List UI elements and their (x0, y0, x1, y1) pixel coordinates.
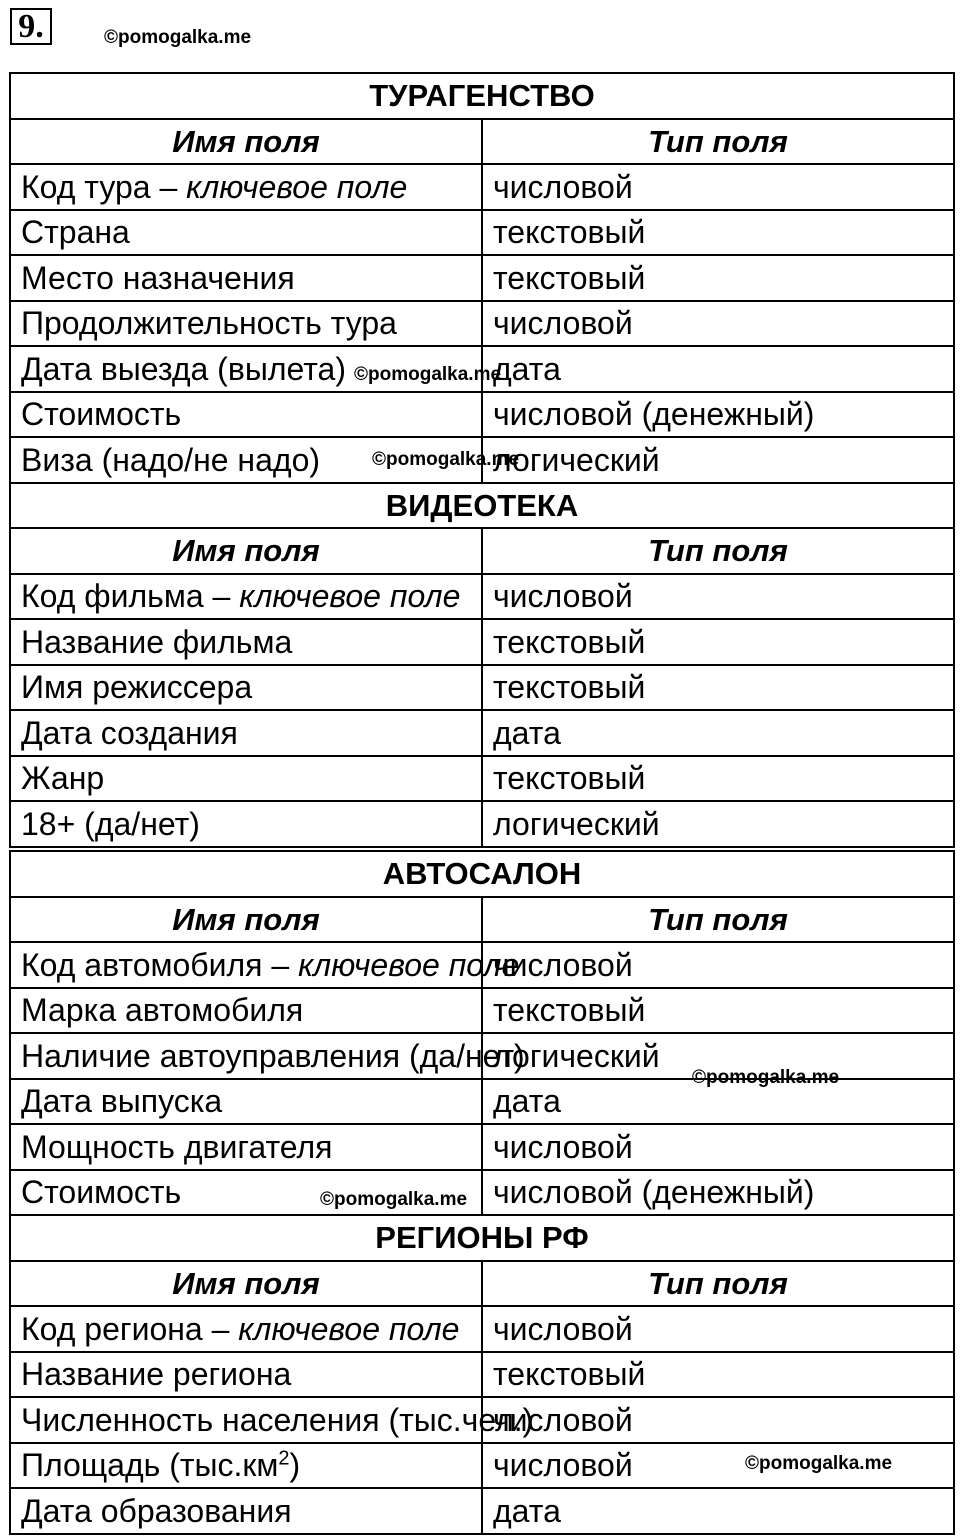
watermark-top: ©pomogalka.me (104, 27, 252, 48)
field-type: текстовый (482, 1352, 954, 1398)
watermark: ©pomogalka.me (692, 1067, 840, 1088)
table-row (10, 801, 954, 847)
task-number: 9. (10, 8, 52, 45)
table-title-regiony: РЕГИОНЫ РФ (10, 1215, 954, 1261)
field-type: дата (482, 1488, 954, 1534)
table-row (10, 710, 954, 756)
table-row (10, 619, 954, 665)
field-type: логический (482, 801, 954, 847)
field-type: числовой (482, 1306, 954, 1352)
field-type: числовой (денежный) (482, 1170, 954, 1216)
field-name: Продолжительность тура (10, 301, 482, 347)
field-type: логический (482, 1033, 954, 1079)
key-note: ключевое поле (238, 1310, 460, 1347)
table-row (10, 756, 954, 802)
field-name (10, 1443, 482, 1489)
field-type: числовой (482, 1124, 954, 1170)
header-name: Имя поля (10, 119, 482, 165)
header-type: Тип поля (482, 897, 954, 943)
field-type: числовой (482, 574, 954, 620)
table-row (10, 665, 954, 711)
field-type: текстовый (482, 255, 954, 301)
header-name: Имя поля (10, 1261, 482, 1307)
field-type: текстовый (482, 619, 954, 665)
table-row (10, 988, 954, 1034)
superscript: 2 (278, 1447, 290, 1470)
table-row (10, 301, 954, 347)
field-name: Место назначения (10, 255, 482, 301)
field-type: дата (482, 710, 954, 756)
table-row (10, 1170, 954, 1216)
table-row (10, 1352, 954, 1398)
table-row (10, 392, 954, 438)
field-type: числовой (482, 164, 954, 210)
header-type: Тип поля (482, 119, 954, 165)
key-field-name: Код тура (21, 168, 151, 205)
key-note: ключевое поле (186, 168, 408, 205)
field-name: Стоимость (10, 392, 482, 438)
header-name: Имя поля (10, 897, 482, 943)
header-type: Тип поля (482, 528, 954, 574)
table-avtosalon (9, 850, 955, 1535)
field-name: Дата выпуска (10, 1079, 482, 1125)
field-name: Код фильма – ключевое поле (10, 574, 482, 620)
field-name: Код тура – ключевое поле (10, 164, 482, 210)
field-name: Дата выезда (вылета) (10, 346, 482, 392)
watermark: ©pomogalka.me (745, 1453, 893, 1474)
table-row (10, 942, 954, 988)
field-type: числовой (482, 1443, 954, 1489)
field-name: Страна (10, 210, 482, 256)
header-name: Имя поля (10, 528, 482, 574)
field-type: текстовый (482, 210, 954, 256)
watermark: ©pomogalka.me (320, 1189, 468, 1210)
table-row (10, 1397, 954, 1443)
field-name: Наличие автоуправления (да/нет) (10, 1033, 482, 1079)
watermark: ©pomogalka.me (354, 364, 502, 385)
field-name: Название фильма (10, 619, 482, 665)
field-name: Жанр (10, 756, 482, 802)
key-note: ключевое поле (239, 578, 461, 615)
table-row (10, 1488, 954, 1534)
key-field-name: Код автомобиля (21, 946, 263, 983)
field-type: текстовый (482, 988, 954, 1034)
field-name-suffix: ) (289, 1447, 301, 1484)
field-type: дата (482, 346, 954, 392)
field-type: числовой (денежный) (482, 392, 954, 438)
field-name: Виза (надо/не надо) (10, 437, 482, 483)
table-row (10, 164, 954, 210)
table-row (10, 574, 954, 620)
table-row (10, 1306, 954, 1352)
field-name: Численность населения (тыс.чел.) (10, 1397, 482, 1443)
field-type: логический (482, 437, 954, 483)
header-type: Тип поля (482, 1261, 954, 1307)
field-type: текстовый (482, 665, 954, 711)
watermark: ©pomogalka.me (372, 449, 520, 470)
field-type: числовой (482, 1397, 954, 1443)
field-name: Код региона – ключевое поле (10, 1306, 482, 1352)
key-field-name: Код региона (21, 1310, 203, 1347)
field-type: дата (482, 1079, 954, 1125)
field-name: Имя режиссера (10, 665, 482, 711)
field-name: Дата образования (10, 1488, 482, 1534)
field-name: 18+ (да/нет) (10, 801, 482, 847)
field-type: числовой (482, 301, 954, 347)
key-field-name: Код фильма (21, 578, 204, 615)
field-type: числовой (482, 942, 954, 988)
table-title-videoteka: ВИДЕОТЕКА (10, 483, 954, 529)
field-name: Мощность двигателя (10, 1124, 482, 1170)
field-name: Название региона (10, 1352, 482, 1398)
field-type: текстовый (482, 756, 954, 802)
field-name: Марка автомобиля (10, 988, 482, 1034)
key-note: ключевое поле (298, 946, 520, 983)
field-name: Дата создания (10, 710, 482, 756)
field-name-text: Площадь (тыс.км (21, 1447, 279, 1484)
table-title: ТУРАГЕНСТВО (10, 73, 954, 119)
table-row (10, 255, 954, 301)
field-name: Стоимость (10, 1170, 482, 1216)
table-row (10, 210, 954, 256)
table-row (10, 1124, 954, 1170)
field-name: Код автомобиля – ключевое поле (10, 942, 482, 988)
table-title: АВТОСАЛОН (10, 851, 954, 897)
